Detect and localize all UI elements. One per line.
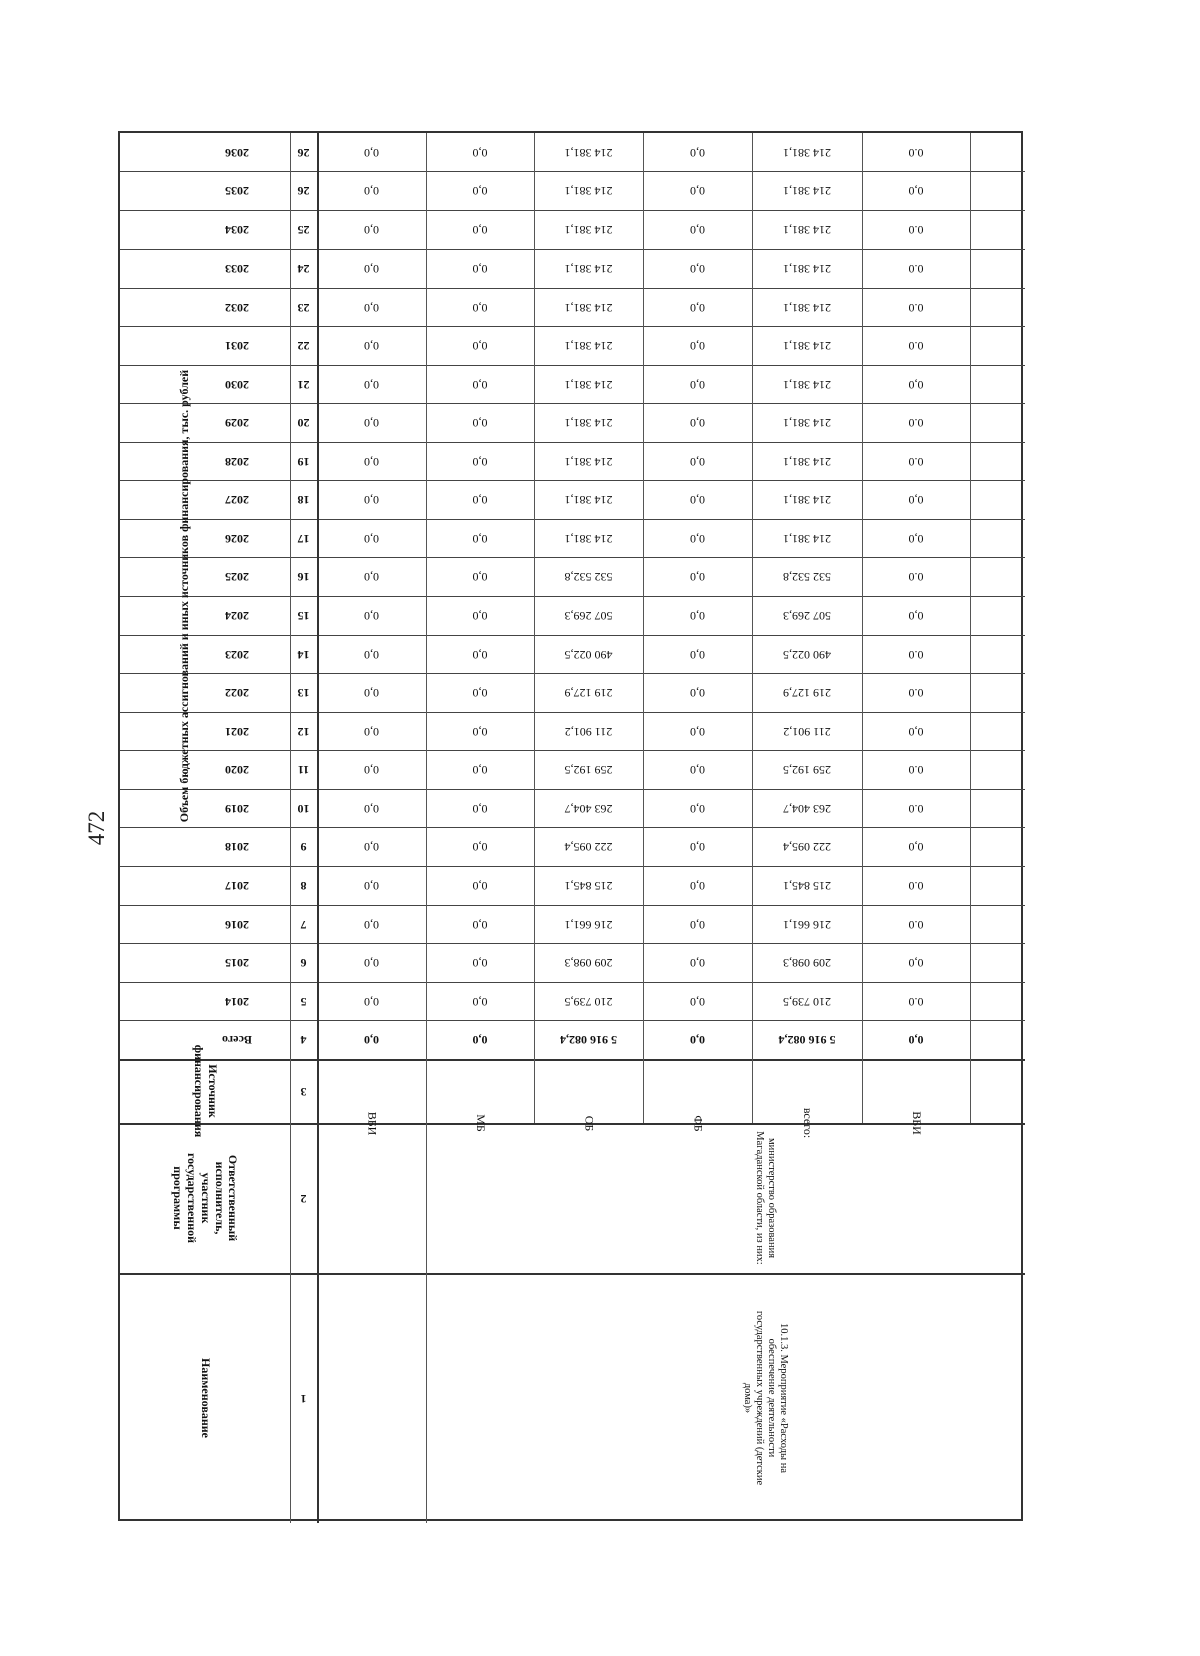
column-number: 9 xyxy=(300,840,307,855)
table-cell: 210 739,5 xyxy=(783,994,831,1009)
column-number: 1 xyxy=(300,1391,307,1406)
table-cell: 214 381,1 xyxy=(783,377,831,392)
table-cell: 0,0 xyxy=(364,917,379,932)
table-cell: 0,0 xyxy=(472,223,488,238)
table-cell: 216 661,1 xyxy=(564,917,613,932)
table-cell: 0,0 xyxy=(690,1033,705,1048)
column-number: 15 xyxy=(297,609,310,624)
table-cell: 209 098,3 xyxy=(783,956,831,971)
table-cell: 0,0 xyxy=(364,416,379,431)
table-cell: 0,0 xyxy=(472,339,488,354)
table-cell: 222 095,4 xyxy=(564,840,613,855)
source-cell: ВБИ xyxy=(365,1111,380,1135)
table-cell: 0,0 xyxy=(472,262,488,277)
year-header: 2027 xyxy=(225,493,249,508)
column-number: 21 xyxy=(297,377,310,392)
column-number: 26 xyxy=(297,145,310,160)
column-number: 16 xyxy=(297,570,310,585)
table-cell: 5 916 082,4 xyxy=(778,1033,836,1048)
table-cell: 0,0 xyxy=(472,145,488,160)
table-cell: 0.0 xyxy=(908,145,924,160)
year-header: 2018 xyxy=(225,840,249,855)
table-cell: 0,0 xyxy=(364,454,379,469)
table-cell: 214 381,1 xyxy=(564,531,613,546)
year-header: 2023 xyxy=(225,647,249,662)
column-number: 26 xyxy=(297,184,310,199)
funding-header: Объем бюджетных ассигнований и иных источников финансирования, тыс. рублей xyxy=(177,369,192,823)
table-cell: 490 022,5 xyxy=(564,647,613,662)
table-cell: 0,0 xyxy=(364,570,379,585)
column-number: 13 xyxy=(297,686,310,701)
table-cell: 507 269,3 xyxy=(783,609,831,624)
measure-responsible: министерство образования Магаданской области, из них: xyxy=(754,1131,778,1265)
year-header: 2017 xyxy=(225,879,249,894)
column-number: 25 xyxy=(297,223,310,238)
table-cell: 214 381,1 xyxy=(564,300,613,315)
table-cell: 0,0 xyxy=(364,994,379,1009)
column-header-name: Наименование xyxy=(198,1358,213,1438)
table-cell: 0,0 xyxy=(472,300,488,315)
table-cell: 259 192,5 xyxy=(783,763,831,778)
table-cell: 214 381,1 xyxy=(564,184,613,199)
table-cell: 0,0 xyxy=(690,647,705,662)
table-cell: 214 381,1 xyxy=(783,262,831,277)
table-cell: 215 845,1 xyxy=(783,879,831,894)
table-cell: 214 381,1 xyxy=(564,377,613,392)
table-cell: 0,0 xyxy=(472,763,488,778)
table-cell: 0,0 xyxy=(472,917,488,932)
table-cell: 214 381,1 xyxy=(564,339,613,354)
table-cell: 222 095,4 xyxy=(783,840,831,855)
table-cell: 214 381,1 xyxy=(564,454,613,469)
table-cell: 214 381,1 xyxy=(783,223,831,238)
table-cell: 0,0 xyxy=(690,956,705,971)
year-header: 2030 xyxy=(225,377,249,392)
grid-line xyxy=(970,133,971,1123)
table-cell: 0,0 xyxy=(472,493,488,508)
year-header: 2019 xyxy=(225,801,249,816)
column-number: 7 xyxy=(300,917,307,932)
table-cell: 0,0 xyxy=(908,840,924,855)
table-cell: 211 901,2 xyxy=(564,724,613,739)
table-cell: 211 901,2 xyxy=(783,724,831,739)
table-cell: 0,0 xyxy=(690,339,705,354)
table-cell: 0,0 xyxy=(472,879,488,894)
table-cell: 0,0 xyxy=(472,454,488,469)
table-cell: 0,0 xyxy=(690,609,705,624)
table-cell: 0,0 xyxy=(364,339,379,354)
table-cell: 0.0 xyxy=(908,801,924,816)
table-cell: 0.0 xyxy=(908,994,924,1009)
table-cell: 0,0 xyxy=(364,724,379,739)
table-cell: 0,0 xyxy=(364,145,379,160)
year-header: 2021 xyxy=(225,724,249,739)
column-number: 4 xyxy=(300,1033,307,1048)
year-header: 2034 xyxy=(225,223,249,238)
column-number: 24 xyxy=(297,262,310,277)
year-header: 2033 xyxy=(225,262,249,277)
year-header: 2014 xyxy=(225,994,249,1009)
table-cell: 0,0 xyxy=(908,184,924,199)
column-number: 17 xyxy=(297,531,310,546)
table-cell: 0,0 xyxy=(690,801,705,816)
table-cell: 0,0 xyxy=(690,840,705,855)
table-cell: 532 532,8 xyxy=(564,570,613,585)
year-header: 2016 xyxy=(225,917,249,932)
table-cell: 0,0 xyxy=(690,184,705,199)
table-cell: 0,0 xyxy=(690,223,705,238)
source-cell: всего: xyxy=(800,1107,815,1139)
table-cell: 0,0 xyxy=(364,262,379,277)
table-cell: 0,0 xyxy=(472,647,488,662)
table-cell: 0,0 xyxy=(364,609,379,624)
table-cell: 0,0 xyxy=(690,994,705,1009)
table-cell: 0,0 xyxy=(364,223,379,238)
table-cell: 0,0 xyxy=(364,377,379,392)
table-cell: 214 381,1 xyxy=(564,416,613,431)
table-cell: 214 381,1 xyxy=(783,493,831,508)
table-cell: 214 381,1 xyxy=(783,145,831,160)
table-cell: 214 381,1 xyxy=(783,184,831,199)
year-header: Всего xyxy=(222,1033,252,1048)
table-cell: 0,0 xyxy=(690,300,705,315)
table-cell: 0,0 xyxy=(364,879,379,894)
table-cell: 0,0 xyxy=(472,416,488,431)
table-cell: 0,0 xyxy=(472,840,488,855)
table-cell: 263 404,7 xyxy=(783,801,831,816)
table-cell: 0,0 xyxy=(908,531,924,546)
column-number: 5 xyxy=(300,994,307,1009)
page-number: 472 xyxy=(84,810,109,846)
table-cell: 0,0 xyxy=(690,262,705,277)
table-cell: 0,0 xyxy=(908,493,924,508)
year-header: 2026 xyxy=(225,531,249,546)
table-cell: 507 269,3 xyxy=(564,609,613,624)
table-cell: 5 916 082,4 xyxy=(560,1033,617,1048)
table-cell: 215 845,1 xyxy=(564,879,613,894)
table-cell: 0,0 xyxy=(472,184,488,199)
table-cell: 0,0 xyxy=(690,377,705,392)
table-cell: 0,0 xyxy=(690,493,705,508)
table-cell: 0.0 xyxy=(908,879,924,894)
table-cell: 0,0 xyxy=(690,145,705,160)
table-cell: 0,0 xyxy=(364,1033,379,1048)
table-cell: 0.0 xyxy=(908,647,924,662)
table-cell: 214 381,1 xyxy=(564,262,613,277)
table-cell: 0,0 xyxy=(690,879,705,894)
column-number: 2 xyxy=(300,1191,307,1206)
year-header: 2036 xyxy=(225,145,249,160)
table-cell: 259 192,5 xyxy=(564,763,613,778)
table-cell: 0,0 xyxy=(364,840,379,855)
table-cell: 219 127,9 xyxy=(564,686,613,701)
column-number: 10 xyxy=(297,801,310,816)
table-cell: 209 098,3 xyxy=(564,956,613,971)
table-cell: 0.0 xyxy=(908,763,924,778)
table-cell: 263 404,7 xyxy=(564,801,613,816)
table-cell: 0,0 xyxy=(690,416,705,431)
table-cell: 0,0 xyxy=(364,493,379,508)
table-cell: 0,0 xyxy=(472,1033,488,1048)
table-cell: 210 739,5 xyxy=(564,994,613,1009)
year-header: 2029 xyxy=(225,416,249,431)
year-header: 2028 xyxy=(225,454,249,469)
table-cell: 0.0 xyxy=(908,339,924,354)
table-cell: 0,0 xyxy=(908,377,924,392)
table-cell: 0,0 xyxy=(908,1033,924,1048)
column-header-source: Источник финансирования xyxy=(192,1044,220,1138)
column-number: 8 xyxy=(300,879,307,894)
table-cell: 219 127,9 xyxy=(783,686,831,701)
column-number: 20 xyxy=(297,416,310,431)
table-cell: 0,0 xyxy=(472,801,488,816)
year-header: 2032 xyxy=(225,300,249,315)
table-cell: 0,0 xyxy=(690,917,705,932)
table-cell: 214 381,1 xyxy=(783,300,831,315)
table-cell: 0,0 xyxy=(908,724,924,739)
table-cell: 0,0 xyxy=(472,956,488,971)
table-cell: 0,0 xyxy=(472,531,488,546)
table-cell: 0,0 xyxy=(690,454,705,469)
table-cell: 216 661,1 xyxy=(783,917,831,932)
table-cell: 0.0 xyxy=(908,300,924,315)
year-header: 2022 xyxy=(225,686,249,701)
table-cell: 214 381,1 xyxy=(783,531,831,546)
table-cell: 214 381,1 xyxy=(564,223,613,238)
table-cell: 0,0 xyxy=(472,686,488,701)
table-cell: 0,0 xyxy=(364,801,379,816)
table-cell: 0,0 xyxy=(908,609,924,624)
table-cell: 0.0 xyxy=(908,686,924,701)
table-cell: 0,0 xyxy=(690,531,705,546)
table-cell: 0,0 xyxy=(364,184,379,199)
table-cell: 0,0 xyxy=(472,724,488,739)
source-cell: ФБ xyxy=(691,1114,706,1132)
column-number: 14 xyxy=(297,647,310,662)
table-cell: 0.0 xyxy=(908,223,924,238)
source-cell: ВБИ xyxy=(909,1111,924,1135)
table-cell: 0,0 xyxy=(472,570,488,585)
table-cell: 214 381,1 xyxy=(783,339,831,354)
table-cell: 214 381,1 xyxy=(783,416,831,431)
column-number: 18 xyxy=(297,493,310,508)
table-cell: 214 381,1 xyxy=(783,454,831,469)
table-cell: 0,0 xyxy=(690,724,705,739)
table-cell: 0.0 xyxy=(908,416,924,431)
column-number: 11 xyxy=(297,763,310,778)
funding-table xyxy=(118,131,1023,1521)
table-cell: 0,0 xyxy=(908,956,924,971)
table-cell: 0.0 xyxy=(908,570,924,585)
source-cell: ОБ xyxy=(582,1115,597,1131)
table-cell: 0,0 xyxy=(364,647,379,662)
column-number: 12 xyxy=(297,724,310,739)
table-cell: 490 022,5 xyxy=(783,647,831,662)
column-number: 22 xyxy=(297,339,310,354)
table-cell: 0.0 xyxy=(908,262,924,277)
table-cell: 0,0 xyxy=(364,763,379,778)
table-cell: 0,0 xyxy=(472,609,488,624)
year-header: 2024 xyxy=(225,609,249,624)
grid-line xyxy=(120,1273,1025,1275)
measure-name: 10.1.3. Мероприятие «Расходы на обеспечение деятельности государственных учреждений (детские дома)» xyxy=(741,1310,790,1486)
table-cell: 0.0 xyxy=(908,454,924,469)
column-number: 6 xyxy=(300,956,307,971)
year-header: 2015 xyxy=(225,956,249,971)
table-cell: 214 381,1 xyxy=(564,145,613,160)
table-cell: 0,0 xyxy=(690,763,705,778)
table-cell: 532 532,8 xyxy=(783,570,831,585)
table-cell: 214 381,1 xyxy=(564,493,613,508)
table-cell: 0,0 xyxy=(364,956,379,971)
table-cell: 0,0 xyxy=(364,300,379,315)
year-header: 2020 xyxy=(225,763,249,778)
table-cell: 0,0 xyxy=(690,570,705,585)
year-header: 2031 xyxy=(225,339,249,354)
column-number: 19 xyxy=(297,454,310,469)
table-cell: 0,0 xyxy=(472,994,488,1009)
year-header: 2025 xyxy=(225,570,249,585)
table-cell: 0,0 xyxy=(364,686,379,701)
grid-line xyxy=(426,1123,427,1523)
source-cell: МБ xyxy=(473,1114,488,1132)
table-cell: 0.0 xyxy=(908,917,924,932)
column-number: 23 xyxy=(297,300,310,315)
table-cell: 0,0 xyxy=(364,531,379,546)
column-header-responsible: Ответственный исполнитель, участник государственной программы xyxy=(171,1152,241,1244)
table-cell: 0,0 xyxy=(690,686,705,701)
year-header: 2035 xyxy=(225,184,249,199)
table-cell: 0,0 xyxy=(472,377,488,392)
column-number: 3 xyxy=(300,1084,307,1099)
